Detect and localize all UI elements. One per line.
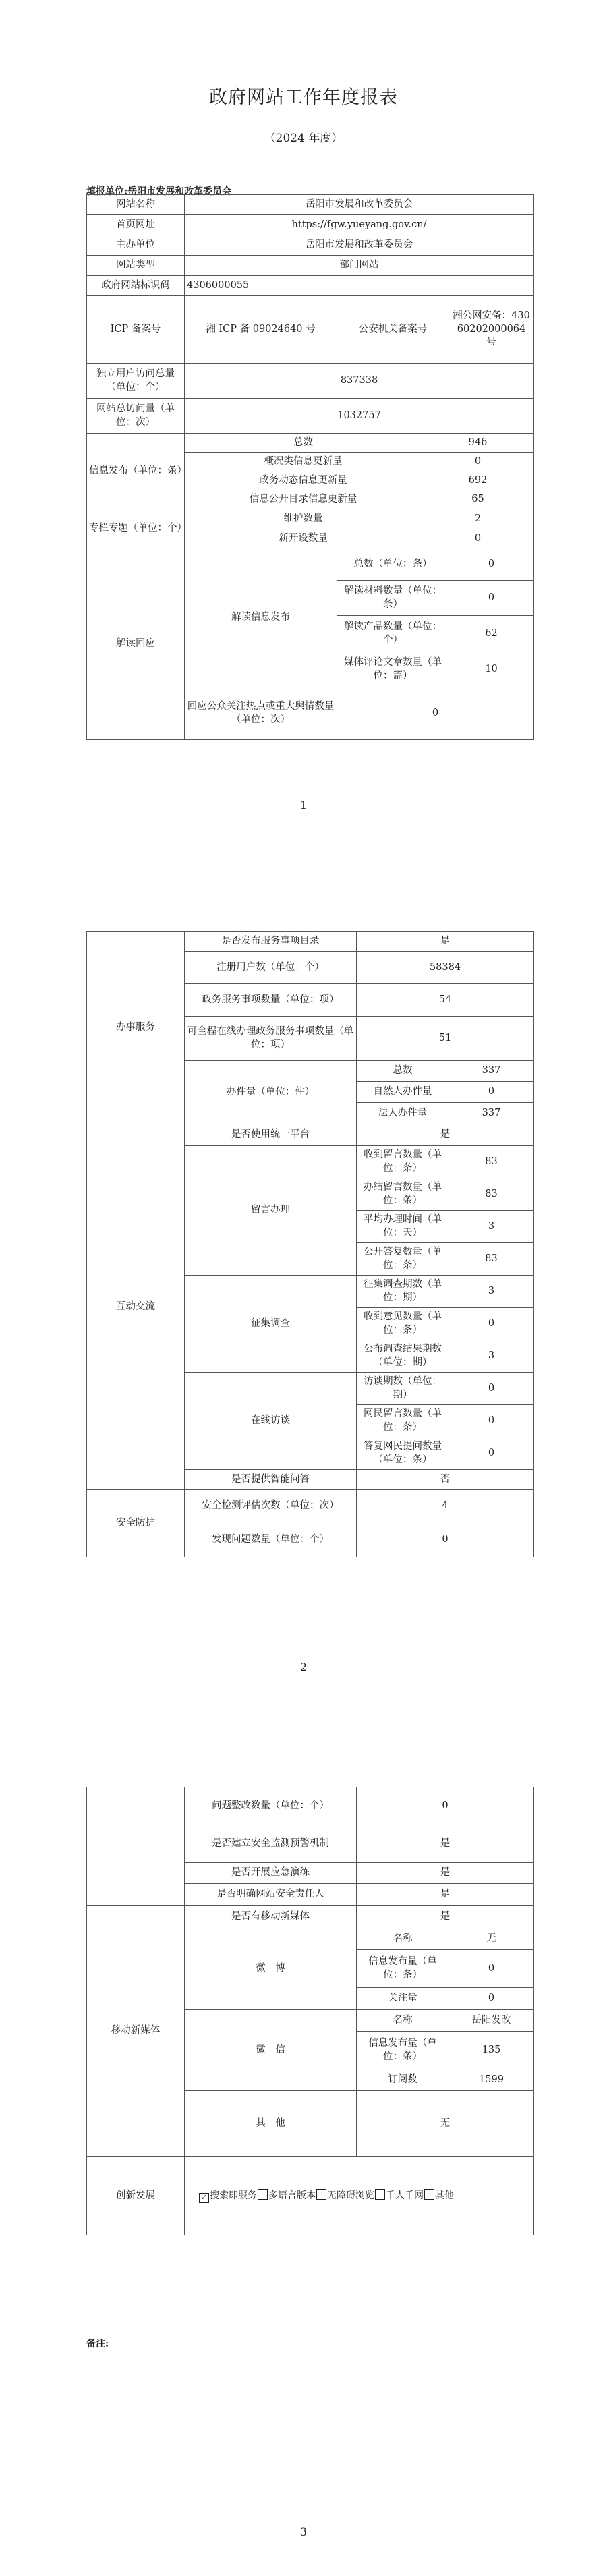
- report-table-page2: [86, 931, 534, 1557]
- innovation-options: [185, 2157, 534, 2235]
- media-has-value: 是: [357, 1906, 534, 1928]
- icp-label: ICP 备案号: [87, 296, 185, 364]
- interact-survey-opinion-label: 收到意见数量（单位：条）: [357, 1308, 449, 1340]
- security-warn-value: 是: [357, 1825, 534, 1863]
- innovation-option-2: 无障碍浏览: [327, 2189, 374, 2201]
- interpret-pub-label: 解读信息发布: [185, 548, 337, 687]
- uv-label: 独立用户访问总量（单位：个）: [87, 364, 185, 399]
- service-handled-label: 办件量（单位：件）: [185, 1061, 357, 1124]
- interact-msg-received-label: 收到留言数量（单位：条）: [357, 1146, 449, 1178]
- page-number-3: 3: [299, 2525, 308, 2538]
- innovation-checkbox-3[interactable]: [375, 2189, 385, 2200]
- page-number-2: 2: [299, 1661, 308, 1673]
- innovation-option-0: 搜索即服务: [210, 2189, 257, 2201]
- host-value: 岳阳市发展和改革委员会: [185, 235, 534, 256]
- innovation-option-3: 千人千网: [386, 2189, 424, 2201]
- service-catalog-label: 是否发布服务事项目录: [185, 932, 357, 952]
- innovation-checkbox-2[interactable]: [316, 2189, 326, 2200]
- interact-survey-result-value: 3: [449, 1340, 534, 1373]
- interact-survey-label: 征集调查: [185, 1276, 357, 1373]
- security-eval-value: 4: [357, 1490, 534, 1522]
- service-label: 办事服务: [87, 932, 185, 1124]
- weibo-posts-value: 0: [449, 1950, 534, 1988]
- wechat-sub-value: 1599: [449, 2069, 534, 2091]
- security-resp-label: 是否明确网站安全责任人: [185, 1884, 357, 1906]
- security-fixed-label: 问题整改数量（单位：个）: [185, 1787, 357, 1825]
- security-cont-label: [87, 1787, 185, 1906]
- publish-dynamic-value: 692: [422, 471, 534, 490]
- column-label: 专栏专题（单位：个）: [87, 509, 185, 548]
- interact-survey-result-label: 公布调查结果期数（单位：期）: [357, 1340, 449, 1373]
- weibo-posts-label: 信息发布量（单位：条）: [357, 1950, 449, 1988]
- service-online-value: 51: [357, 1017, 534, 1061]
- wechat-sub-label: 订阅数: [357, 2069, 449, 2091]
- interact-msg-time-label: 平均办理时间（单位：天）: [357, 1211, 449, 1243]
- publish-dynamic-label: 政务动态信息更新量: [185, 471, 422, 490]
- security-found-label: 发现问题数量（单位：个）: [185, 1522, 357, 1557]
- site-name-value: 岳阳市发展和改革委员会: [185, 195, 534, 215]
- interact-survey-count-label: 征集调查期数（单位：期）: [357, 1276, 449, 1308]
- service-online-label: 可全程在线办理政务服务事项数量（单位：项）: [185, 1017, 357, 1061]
- innovation-checkbox-1[interactable]: [258, 2189, 268, 2200]
- service-natural-label: 自然人办件量: [357, 1082, 449, 1103]
- service-items-label: 政务服务事项数量（单位：项）: [185, 984, 357, 1017]
- media-has-label: 是否有移动新媒体: [185, 1906, 357, 1928]
- interpret-product-label: 解读产品数量（单位：个）: [337, 616, 449, 652]
- security-label: 安全防护: [87, 1490, 185, 1557]
- interact-msg-time-value: 3: [449, 1211, 534, 1243]
- publish-overview-value: 0: [422, 453, 534, 471]
- wechat-label: 微 信: [185, 2010, 357, 2091]
- service-legal-value: 337: [449, 1103, 534, 1124]
- column-maintain-label: 维护数量: [185, 509, 422, 529]
- security-drill-label: 是否开展应急演练: [185, 1863, 357, 1884]
- interpret-material-value: 0: [449, 581, 534, 616]
- site-name-label: 网站名称: [87, 195, 185, 215]
- service-handled-total-value: 337: [449, 1061, 534, 1082]
- security-found-value: 0: [357, 1522, 534, 1557]
- site-code-label: 政府网站标识码: [87, 276, 185, 296]
- innovation-checkbox-0[interactable]: ✓: [199, 2193, 209, 2203]
- service-catalog-value: 是: [357, 932, 534, 952]
- interact-label: 互动交流: [87, 1124, 185, 1490]
- service-users-label: 注册用户数（单位：个）: [185, 952, 357, 984]
- wechat-name-value: 岳阳发改: [449, 2010, 534, 2032]
- wechat-posts-value: 135: [449, 2032, 534, 2069]
- interact-msg-done-value: 83: [449, 1178, 534, 1211]
- interpret-media-value: 10: [449, 652, 534, 687]
- home-url-label: 首页网址: [87, 215, 185, 235]
- home-url-value[interactable]: https://fgw.yueyang.gov.cn/: [185, 215, 534, 235]
- page-number-1: 1: [299, 799, 308, 811]
- interact-talk-q-value: 0: [449, 1405, 534, 1437]
- site-code-value: 4306000055: [185, 276, 534, 296]
- interpret-total-label: 总数（单位：条）: [337, 548, 449, 581]
- security-drill-value: 是: [357, 1863, 534, 1884]
- interact-talk-a-value: 0: [449, 1437, 534, 1470]
- wechat-posts-label: 信息发布量（单位：条）: [357, 2032, 449, 2069]
- publish-overview-label: 概况类信息更新量: [185, 453, 422, 471]
- interpret-response-label: 回应公众关注热点或重大舆情数量（单位：次）: [185, 687, 337, 740]
- site-type-label: 网站类型: [87, 256, 185, 276]
- interact-platform-label: 是否使用统一平台: [185, 1124, 357, 1146]
- interact-survey-count-value: 3: [449, 1276, 534, 1308]
- security-resp-value: 是: [357, 1884, 534, 1906]
- page-title: 政府网站工作年度报表: [209, 87, 398, 108]
- publish-directory-label: 信息公开目录信息更新量: [185, 490, 422, 509]
- innovation-option-4: 其他: [435, 2189, 454, 2201]
- interact-smart-label: 是否提供智能问答: [185, 1470, 357, 1490]
- media-label: 移动新媒体: [87, 1906, 185, 2157]
- publish-total-label: 总数: [185, 434, 422, 453]
- interpret-product-value: 62: [449, 616, 534, 652]
- service-natural-value: 0: [449, 1082, 534, 1103]
- site-type-value: 部门网站: [185, 256, 534, 276]
- weibo-follow-value: 0: [449, 1988, 534, 2010]
- interact-platform-value: 是: [357, 1124, 534, 1146]
- report-table-page3: [86, 1787, 534, 2235]
- interact-smart-value: 否: [357, 1470, 534, 1490]
- report-table-page1: [86, 194, 534, 740]
- security-warn-label: 是否建立安全监测预警机制: [185, 1825, 357, 1863]
- interpret-material-label: 解读材料数量（单位：条）: [337, 581, 449, 616]
- innovation-option-1: 多语言版本: [268, 2189, 316, 2201]
- innovation-checkbox-4[interactable]: [424, 2189, 434, 2200]
- column-new-value: 0: [422, 529, 534, 548]
- weibo-name-label: 名称: [357, 1928, 449, 1950]
- publish-directory-value: 65: [422, 490, 534, 509]
- interact-msg-received-value: 83: [449, 1146, 534, 1178]
- host-label: 主办单位: [87, 235, 185, 256]
- weibo-follow-label: 关注量: [357, 1988, 449, 2010]
- security-fixed-value: 0: [357, 1787, 534, 1825]
- media-other-label: 其 他: [185, 2091, 357, 2157]
- pv-label: 网站总访问量（单位：次）: [87, 399, 185, 434]
- column-new-label: 新开设数量: [185, 529, 422, 548]
- interact-msg-public-value: 83: [449, 1243, 534, 1276]
- interact-talk-q-label: 网民留言数量（单位：条）: [357, 1405, 449, 1437]
- interact-talk-label: 在线访谈: [185, 1373, 357, 1470]
- column-maintain-value: 2: [422, 509, 534, 529]
- media-other-value: 无: [357, 2091, 534, 2157]
- publish-total-value: 946: [422, 434, 534, 453]
- uv-value: 837338: [185, 364, 534, 399]
- service-items-value: 54: [357, 984, 534, 1017]
- filling-unit: 填报单位:岳阳市发展和改革委员会: [86, 186, 232, 197]
- security-eval-label: 安全检测评估次数（单位：次）: [185, 1490, 357, 1522]
- wechat-name-label: 名称: [357, 2010, 449, 2032]
- interact-survey-opinion-value: 0: [449, 1308, 534, 1340]
- service-handled-total-label: 总数: [357, 1061, 449, 1082]
- service-legal-label: 法人办件量: [357, 1103, 449, 1124]
- interact-talk-count-value: 0: [449, 1373, 534, 1405]
- pv-value: 1032757: [185, 399, 534, 434]
- interpret-label: 解读回应: [87, 548, 185, 740]
- service-users-value: 58384: [357, 952, 534, 984]
- police-label: 公安机关备案号: [337, 296, 449, 364]
- weibo-label: 微 博: [185, 1928, 357, 2010]
- icp-value: 湘 ICP 备 09024640 号: [185, 296, 337, 364]
- interpret-total-value: 0: [449, 548, 534, 581]
- page-subtitle: （2024 年度）: [264, 132, 343, 145]
- interpret-response-value: 0: [337, 687, 534, 740]
- weibo-name-value: 无: [449, 1928, 534, 1950]
- publish-label: 信息发布（单位：条）: [87, 434, 185, 509]
- note-label: 备注:: [86, 2339, 109, 2349]
- interact-msg-public-label: 公开答复数量（单位：条）: [357, 1243, 449, 1276]
- interact-msg-done-label: 办结留言数量（单位：条）: [357, 1178, 449, 1211]
- police-value: 湘公网安备：43060202000064 号: [449, 296, 534, 364]
- interact-msg-label: 留言办理: [185, 1146, 357, 1276]
- innovation-label: 创新发展: [87, 2157, 185, 2235]
- interpret-media-label: 媒体评论文章数量（单位：篇）: [337, 652, 449, 687]
- interact-talk-count-label: 访谈期数（单位：期）: [357, 1373, 449, 1405]
- interact-talk-a-label: 答复网民提问数量（单位：条）: [357, 1437, 449, 1470]
